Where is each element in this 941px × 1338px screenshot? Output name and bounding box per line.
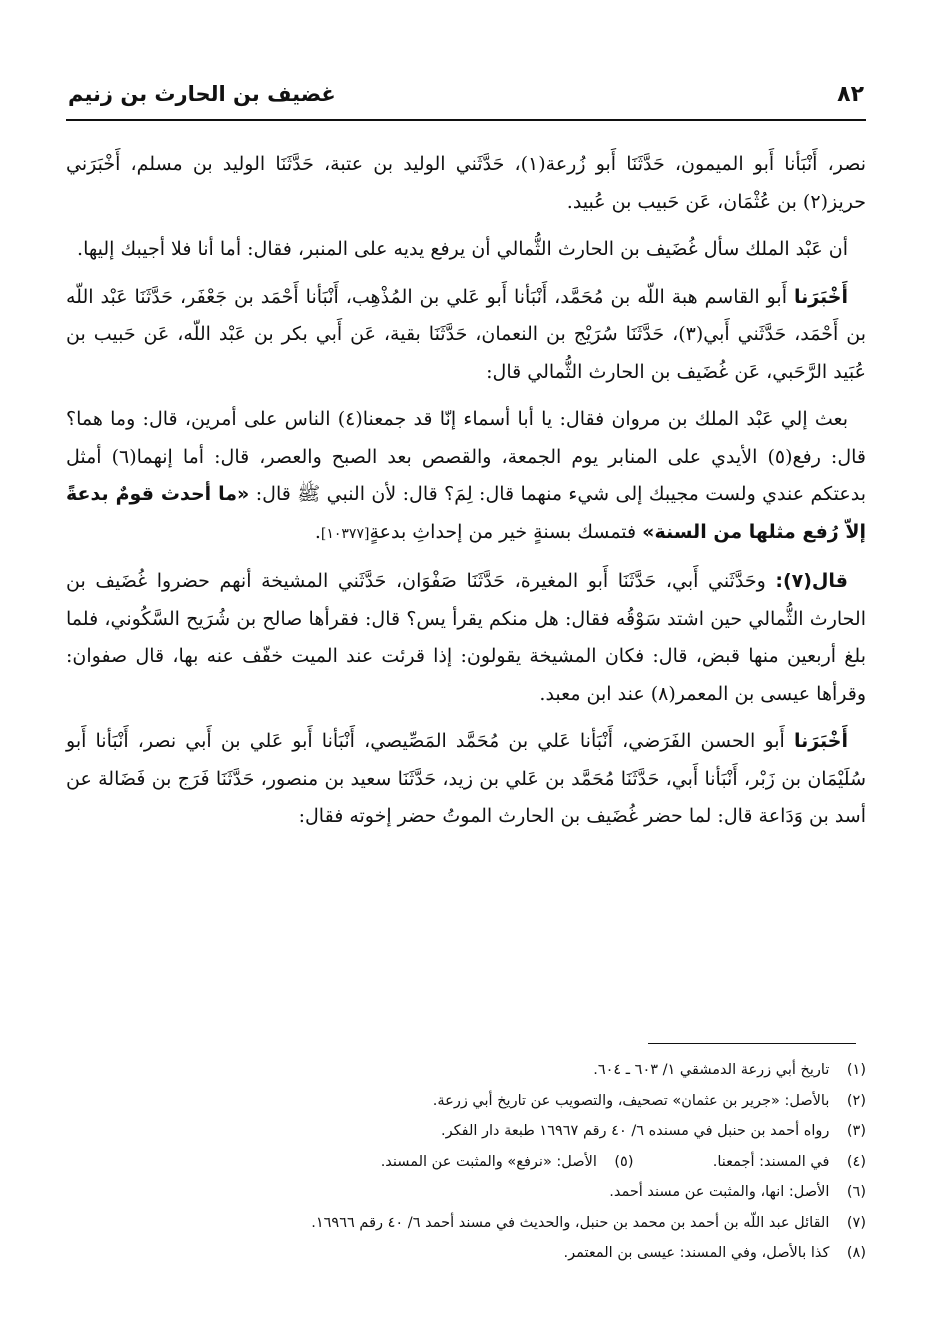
paragraph-1 [66,146,866,221]
footnote-text: كذا بالأصل، وفي المسند: عيسى بن المعتمر. [563,1245,830,1261]
footnote-rule [648,1043,856,1044]
hadith-quote: «ما أحدث قومٌ بدعةً إلاّ رُفع مثلها من السنة» [66,483,866,543]
paragraph-5-text: وحَدَّثَني أَبي، حَدَّثَنَا أَبو المغيرة، حَدَّثَنَا صَفْوَان، حَدَّثَني المشيخة أنهم حضروا غُضَيف بن الحارث الثُّمالي حين اشتد سَوْقُه فقال: هل منكم يقرأ يس؟ قال: فقرأها صالح بن شُرَيح السَّكُوني، فلما بلغ أربعين منها قبض، قال: فكان المشيخة يقولون: إذا قرئت عند الميت خفّف عنه بها، قال صفوان: وقرأها عيسى بن المعمر(٨) عند ابن معبد. [66,570,866,705]
paragraph-6 [66,723,866,836]
paragraph-3 [66,279,866,392]
main-text [66,146,866,846]
paragraph-2-text: أن عَبْد الملك سأل غُضَيف بن الحارث الثُّمالي أن يرفع يديه على المنبر، فقال: أما أنا فلا أجيبك إليها. [77,238,848,260]
footnote-number: (٢) [846,1092,866,1109]
paragraph-4: بعث إلي عَبْد الملك بن مروان فقال: يا أبا أسماء إنّا قد جمعنا(٤) الناس على أمرين، قال: وما هما؟ قال: رفع(٥) الأيدي على المنابر يوم الجمعة، والقصص بعد الصبح والعصر، قال: أما إنهما(٦) أمثل بدعتكم عندي ولست مجيبك إلى شيء منهما قال: لِمَ؟ قال: لأن النبي ﷺ قال: «ما أحدث قومٌ بدعةً إلاّ رُفع مثلها من السنة» فتمسك بسنةٍ خير من إحداثِ بدعةٍ[١٠٣٧٧]. [66,408,867,543]
footnote-text: في المسند: أجمعنا. [712,1153,830,1170]
running-header [68,78,864,114]
running-title: غضيف بن الحارث بن زنيم [68,82,336,106]
footnote-text: تاريخ أبي زرعة الدمشقي ١/ ٦٠٣ ـ ٦٠٤. [593,1062,830,1078]
footnote [66,1055,866,1086]
chain-lead-word: أَخْبَرَنا [793,285,848,308]
footnote-number: (٦) [846,1184,866,1200]
footnote-text: الأصل: «نرفع» والمثبت عن المسند. [380,1153,597,1170]
footnote-text: الأصل: انها، والمثبت عن مسند أحمد. [609,1184,830,1200]
paragraph-3-text: أَبو القاسم هبة اللّه بن مُحَمَّد، أَنْبَأنا أَبو عَلي بن المُذْهِب، أَنْبَأنا أَحْمَد بن جَعْفَر، حَدَّثَنَا عَبْد اللّه بن أَحْمَد، حَدَّثَني أَبي(٣)، حَدَّثَنَا سُرَيْج بن النعمان، حَدَّثَنَا بقية، عَن أَبي بكر بن عَبْد اللّه، عَن حَبيب بن عُبَيد الرَّحَبي، عَن غُضَيف بن الحارث الثُّمالي قال: [66,285,866,383]
footnotes [66,1055,866,1269]
paragraph-6-text: أَبو الحسن الفَرَضي، أَنْبَأنا عَلي بن مُحَمَّد المَصِّيصي، أَنْبَأنا أَبو عَلي بن أَبي نصر، أَنْبَأنا أَبو سُلَيْمَان بن زَبْر، أَنْبَأنا أَبي، حَدَّثَنَا مُحَمَّد بن عَلي بن زيد، حَدَّثَنَا سعيد بن منصور، حَدَّثَنَا فَرَج بن فَضَالة عن أسد بن وَدَاعة قال: لما حضر غُضَيف بن الحارث الموتُ حضر إخوته فقال: [66,730,866,827]
footnote-number: (٤) [846,1153,866,1170]
hadith-reference-number: [١٠٣٧٧] [320,525,370,542]
paragraph-4-text-a: بعث إلي عَبْد الملك بن مروان فقال: يا أبا أسماء إنّا قد جمعنا(٤) الناس على أمرين، قال: وما هما؟ قال: رفع(٥) الأيدي على المنابر يوم الجمعة، والقصص بعد الصبح والعصر، قال: أما إنهما(٦) أمثل بدعتكم عندي ولست مجيبك إلى شيء منهما قال: لِمَ؟ قال: لأن النبي ﷺ قال: [66,408,867,505]
speaker-lead-word: قال(٧): [775,570,848,592]
page-number: ٨٢ [837,82,864,107]
paragraph-5 [66,563,866,713]
footnote [66,1086,866,1117]
footnote [66,1208,866,1239]
paragraph-2 [66,231,866,269]
footnote-text: رواه أحمد بن حنبل في مسنده ٦/ ٤٠ رقم ١٦٩٦٧ طبعة دار الفكر. [441,1123,830,1139]
paragraph-1-text: نصر، أَنْبَأنا أَبو الميمون، حَدَّثَنَا أَبو زُرعة(١)، حَدَّثَني الوليد بن عتبة، حَدَّثَنَا الوليد بن مسلم، أَخْبَرَني حريز(٢) بن عُثْمَان، عَن حَبيب بن عُبيد. [66,153,866,213]
footnote-text: القائل عبد اللّه بن أحمد بن محمد بن حنبل، والحديث في مسند أحمد ٦/ ٤٠ رقم ١٦٩٦٦. [311,1214,830,1231]
footnote [66,1238,866,1269]
footnote-number: (٧) [846,1214,866,1231]
footnote-number: (٣) [846,1123,866,1139]
header-rule [66,119,866,121]
footnote-number: (٨) [846,1245,866,1261]
footnote [66,1177,866,1208]
chain-lead-word-2: أَخْبَرَنا [793,730,848,752]
footnote-text: بالأصل: «جرير بن عثمان» تصحيف، والتصويب عن تاريخ أبي زرعة. [432,1092,830,1109]
footnote-number: (٥) [614,1153,634,1170]
footnote [66,1116,866,1147]
footnote-number: (١) [846,1062,866,1078]
footnote [66,1147,866,1178]
paragraph-4-text-b: فتمسك بسنةٍ خير من إحداثِ بدعةٍ [369,520,637,543]
